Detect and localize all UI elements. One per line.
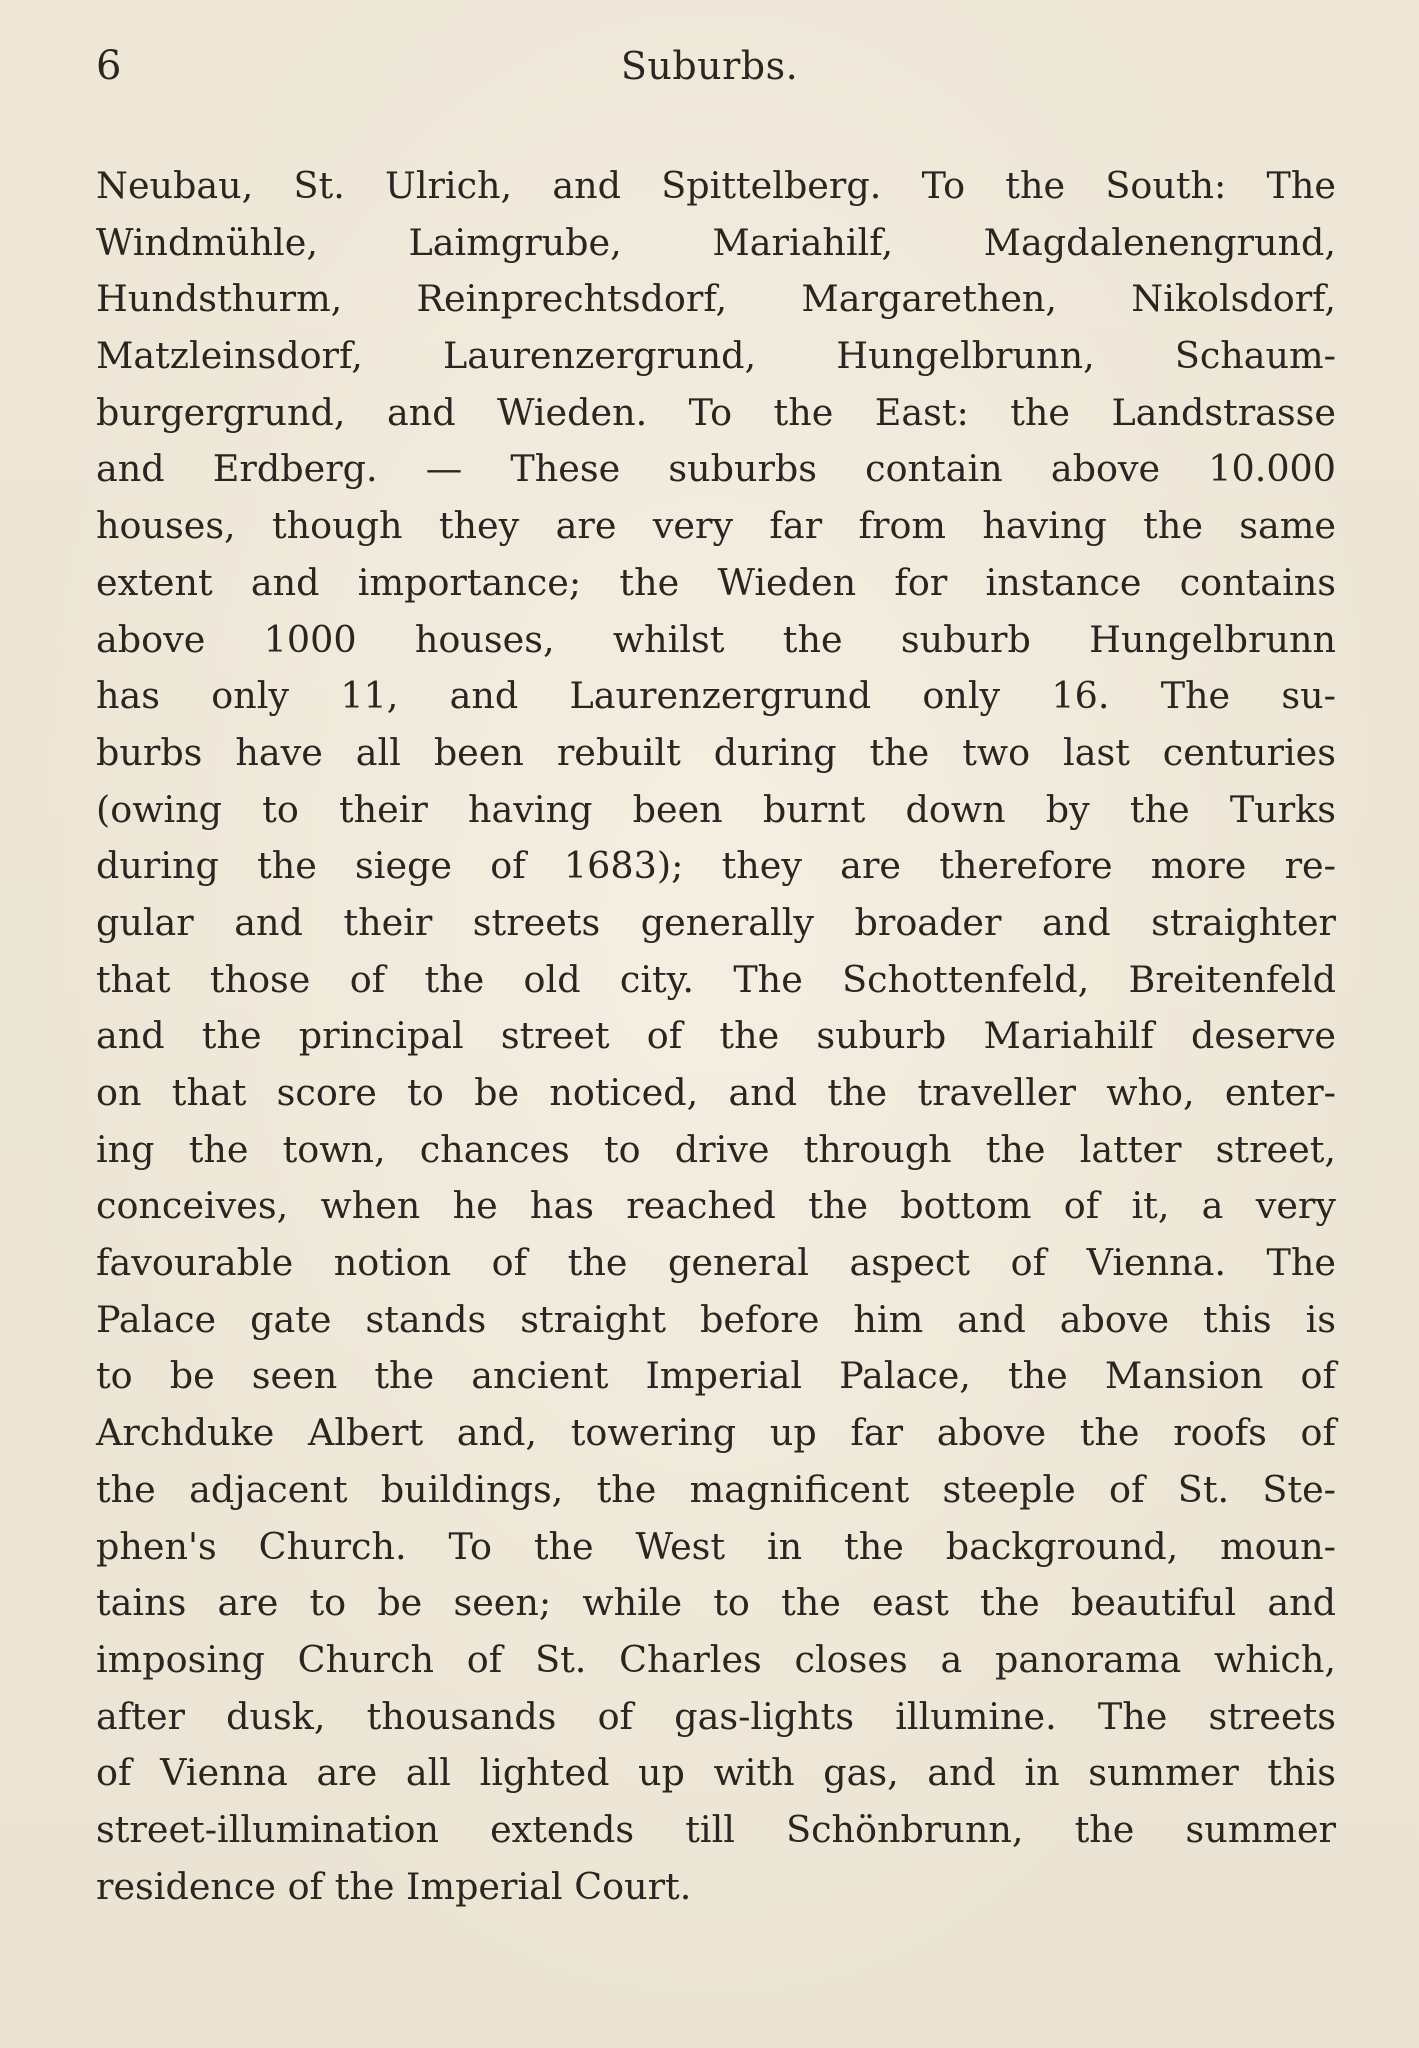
text-line: of Vienna are all lighted up with gas, and in summer this [96, 1751, 1336, 1795]
text-line: tains are to be seen; while to the east the beautiful and [96, 1581, 1336, 1625]
text-line: ing the town, chances to drive through the latter street, [96, 1127, 1336, 1171]
text-line: on that score to be noticed, and the traveller who, enter- [96, 1071, 1336, 1114]
text-line: residence of the Imperial Court. [96, 1864, 692, 1908]
text-line: Hundsthurm, Reinprechtsdorf, Margarethen, Nikolsdorf, [96, 277, 1336, 321]
text-line: (owing to their having been burnt down by the Turks [96, 787, 1336, 831]
text-line: Neubau, St. Ulrich, and Spittelberg. To the South: The [96, 164, 1336, 207]
text-line: Archduke Albert and, towering up far above the roofs of [96, 1411, 1336, 1455]
text-line: to be seen the ancient Imperial Palace, the Mansion of [96, 1354, 1336, 1398]
text-line: above 1000 houses, whilst the suburb Hungelbrunn [96, 617, 1336, 661]
text-line: has only 11, and Laurenzergrund only 16. The su- [96, 674, 1336, 718]
text-line: street-illumination extends till Schönbrunn, the summer [96, 1807, 1336, 1851]
text-line: imposing Church of St. Charles closes a panorama which, [96, 1637, 1336, 1681]
text-line: houses, though they are very far from having the same [96, 504, 1336, 548]
text-line: and the principal street of the suburb Mariahilf deserve [96, 1014, 1336, 1058]
text-line: burgergrund, and Wieden. To the East: the Landstrasse [96, 390, 1336, 434]
text-line: the adjacent buildings, the magnificent steeple of St. Ste- [96, 1467, 1336, 1511]
text-line: gular and their streets generally broader and straighter [96, 900, 1336, 944]
text-line: after dusk, thousands of gas-lights illumine. The streets [96, 1694, 1336, 1738]
text-line: and Erdberg. — These suburbs contain above 10.000 [96, 447, 1336, 491]
text-line: Matzleinsdorf, Laurenzergrund, Hungelbrunn, Schaum- [96, 334, 1336, 378]
running-head [96, 38, 1323, 94]
text-line: Windmühle, Laimgrube, Mariahilf, Magdalenengrund, [96, 220, 1336, 264]
text-line: Palace gate stands straight before him and above this is [96, 1297, 1336, 1341]
text-line: extent and importance; the Wieden for instance contains [96, 560, 1336, 604]
text-line: that those of the old city. The Schottenfeld, Breitenfeld [96, 957, 1336, 1001]
running-head-title: Suburbs. [620, 44, 799, 88]
text-line: phen's Church. To the West in the background, moun- [96, 1524, 1336, 1568]
text-line: favourable notion of the general aspect of Vienna. The [96, 1241, 1336, 1285]
text-line: burbs have all been rebuilt during the two last centuries [96, 730, 1336, 774]
text-line: conceives, when he has reached the bottom of it, a very [96, 1184, 1336, 1228]
text-line: during the siege of 1683); they are therefore more re- [96, 844, 1336, 888]
page-number: 6 [96, 43, 122, 89]
body-text [96, 158, 1336, 1915]
